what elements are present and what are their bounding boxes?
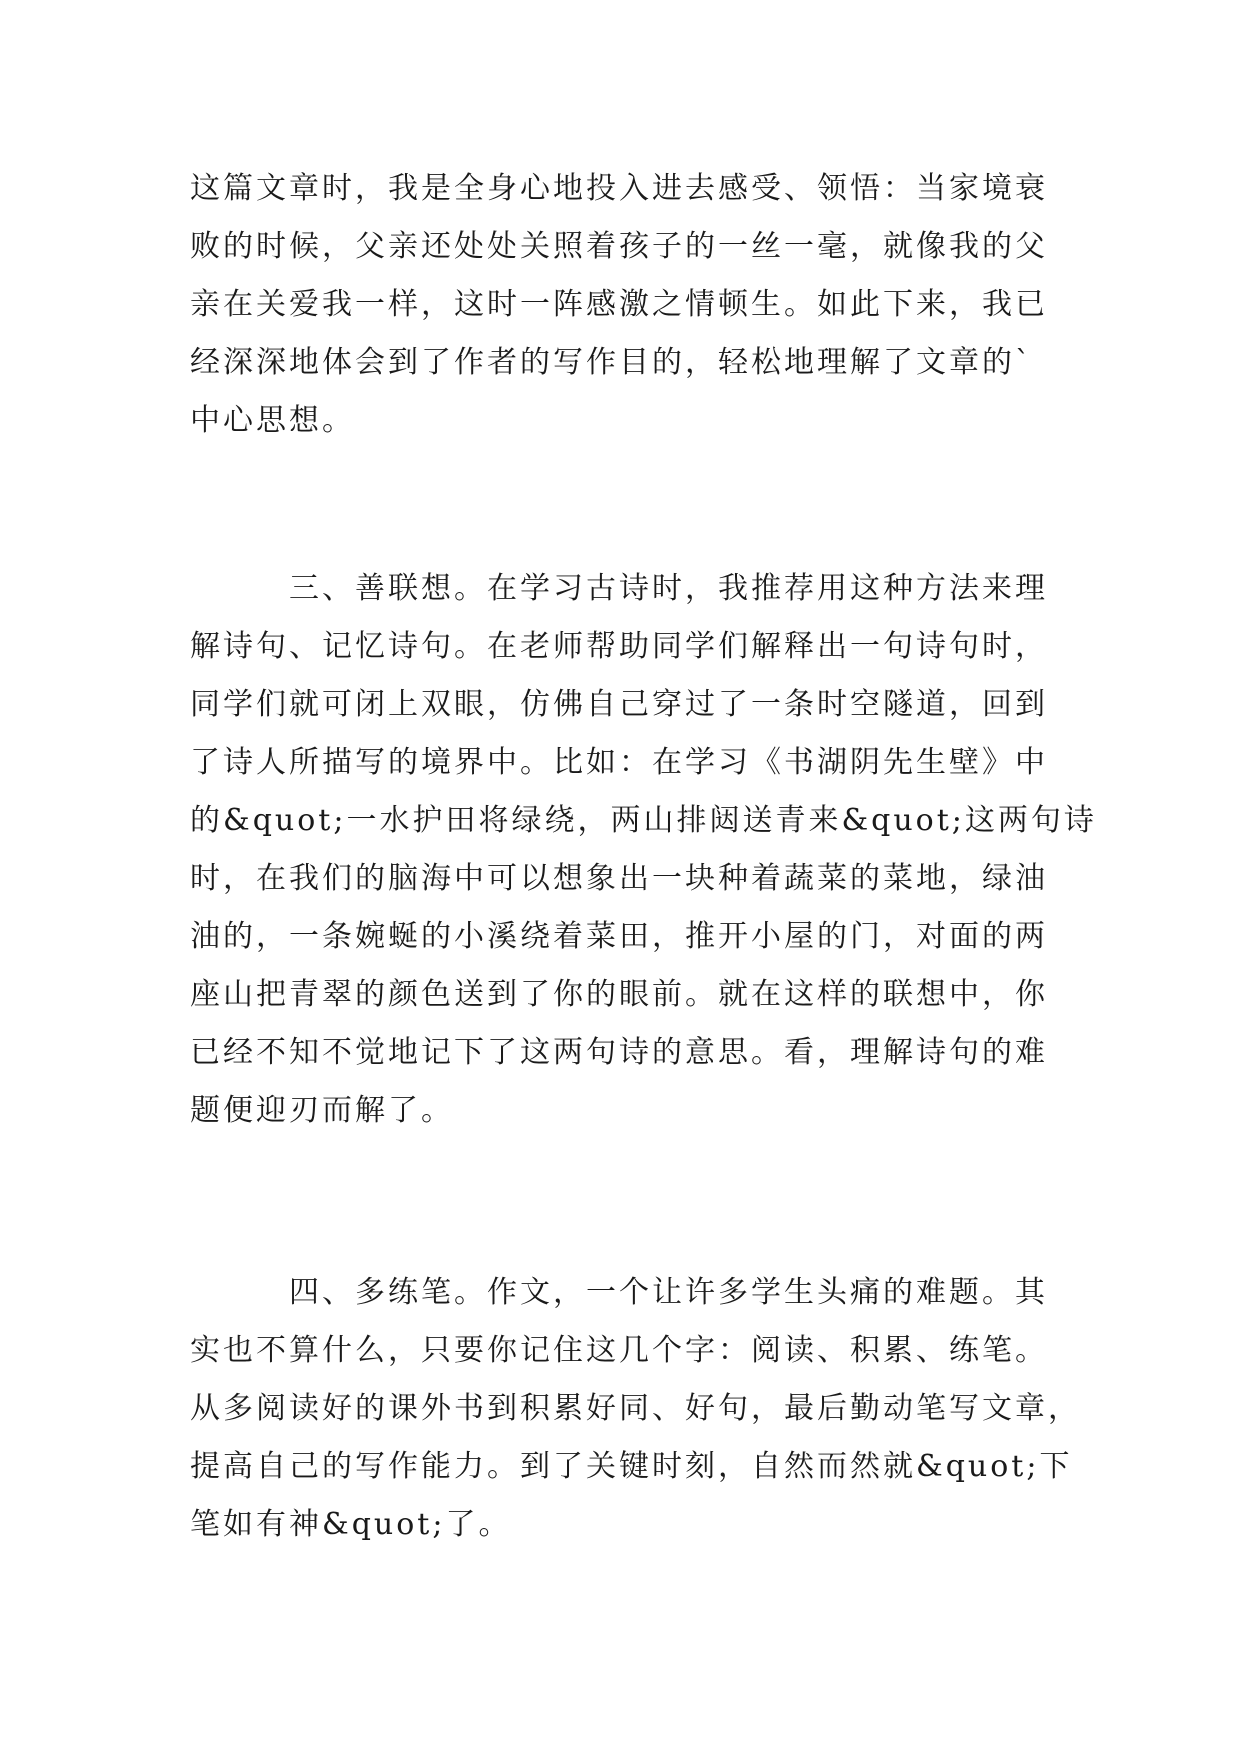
text-line: 同学们就可闭上双眼，仿佛自己穿过了一条时空隧道，回到: [190, 687, 1048, 722]
text-line: 已经不知不觉地记下了这两句诗的意思。看，理解诗句的难: [190, 1035, 1048, 1070]
text-line: 的&quot;一水护田将绿绕，两山排闼送青来&quot;这两句诗: [190, 803, 1097, 838]
text-line: 亲在关爱我一样，这时一阵感激之情顿生。如此下来，我已: [190, 287, 1048, 322]
text-line: 时，在我们的脑海中可以想象出一块种着蔬菜的菜地，绿油: [190, 861, 1048, 896]
text-line: 中心思想。: [190, 403, 355, 438]
text-line: 从多阅读好的课外书到积累好同、好句，最后勤动笔写文章，: [190, 1391, 1081, 1426]
text-line: 笔如有神&quot;了。: [190, 1507, 512, 1542]
paragraph-writing-practice: [190, 1264, 1081, 1554]
text-line: 题便迎刃而解了。: [190, 1093, 454, 1128]
text-line: 了诗人所描写的境界中。比如：在学习《书湖阴先生壁》中: [190, 745, 1048, 780]
text-line: 四、多练笔。作文，一个让许多学生头痛的难题。其: [190, 1275, 1048, 1310]
paragraph-reading-experience: [190, 160, 1060, 450]
text-line: 座山把青翠的颜色送到了你的眼前。就在这样的联想中，你: [190, 977, 1048, 1012]
text-line: 败的时候，父亲还处处关照着孩子的一丝一毫，就像我的父: [190, 229, 1048, 264]
paragraph-association: [190, 560, 1097, 1140]
text-line: 油的，一条婉蜒的小溪绕着菜田，推开小屋的门，对面的两: [190, 919, 1048, 954]
text-line: 提高自己的写作能力。到了关键时刻，自然而然就&quot;下: [190, 1449, 1073, 1484]
text-line: 这篇文章时，我是全身心地投入进去感受、领悟：当家境衰: [190, 171, 1048, 206]
text-line: 解诗句、记忆诗句。在老师帮助同学们解释出一句诗句时，: [190, 629, 1048, 664]
text-line: 经深深地体会到了作者的写作目的，轻松地理解了文章的`: [190, 345, 1033, 380]
text-line: 实也不算什么，只要你记住这几个字：阅读、积累、练笔。: [190, 1333, 1048, 1368]
text-line: 三、善联想。在学习古诗时，我推荐用这种方法来理: [190, 571, 1048, 606]
